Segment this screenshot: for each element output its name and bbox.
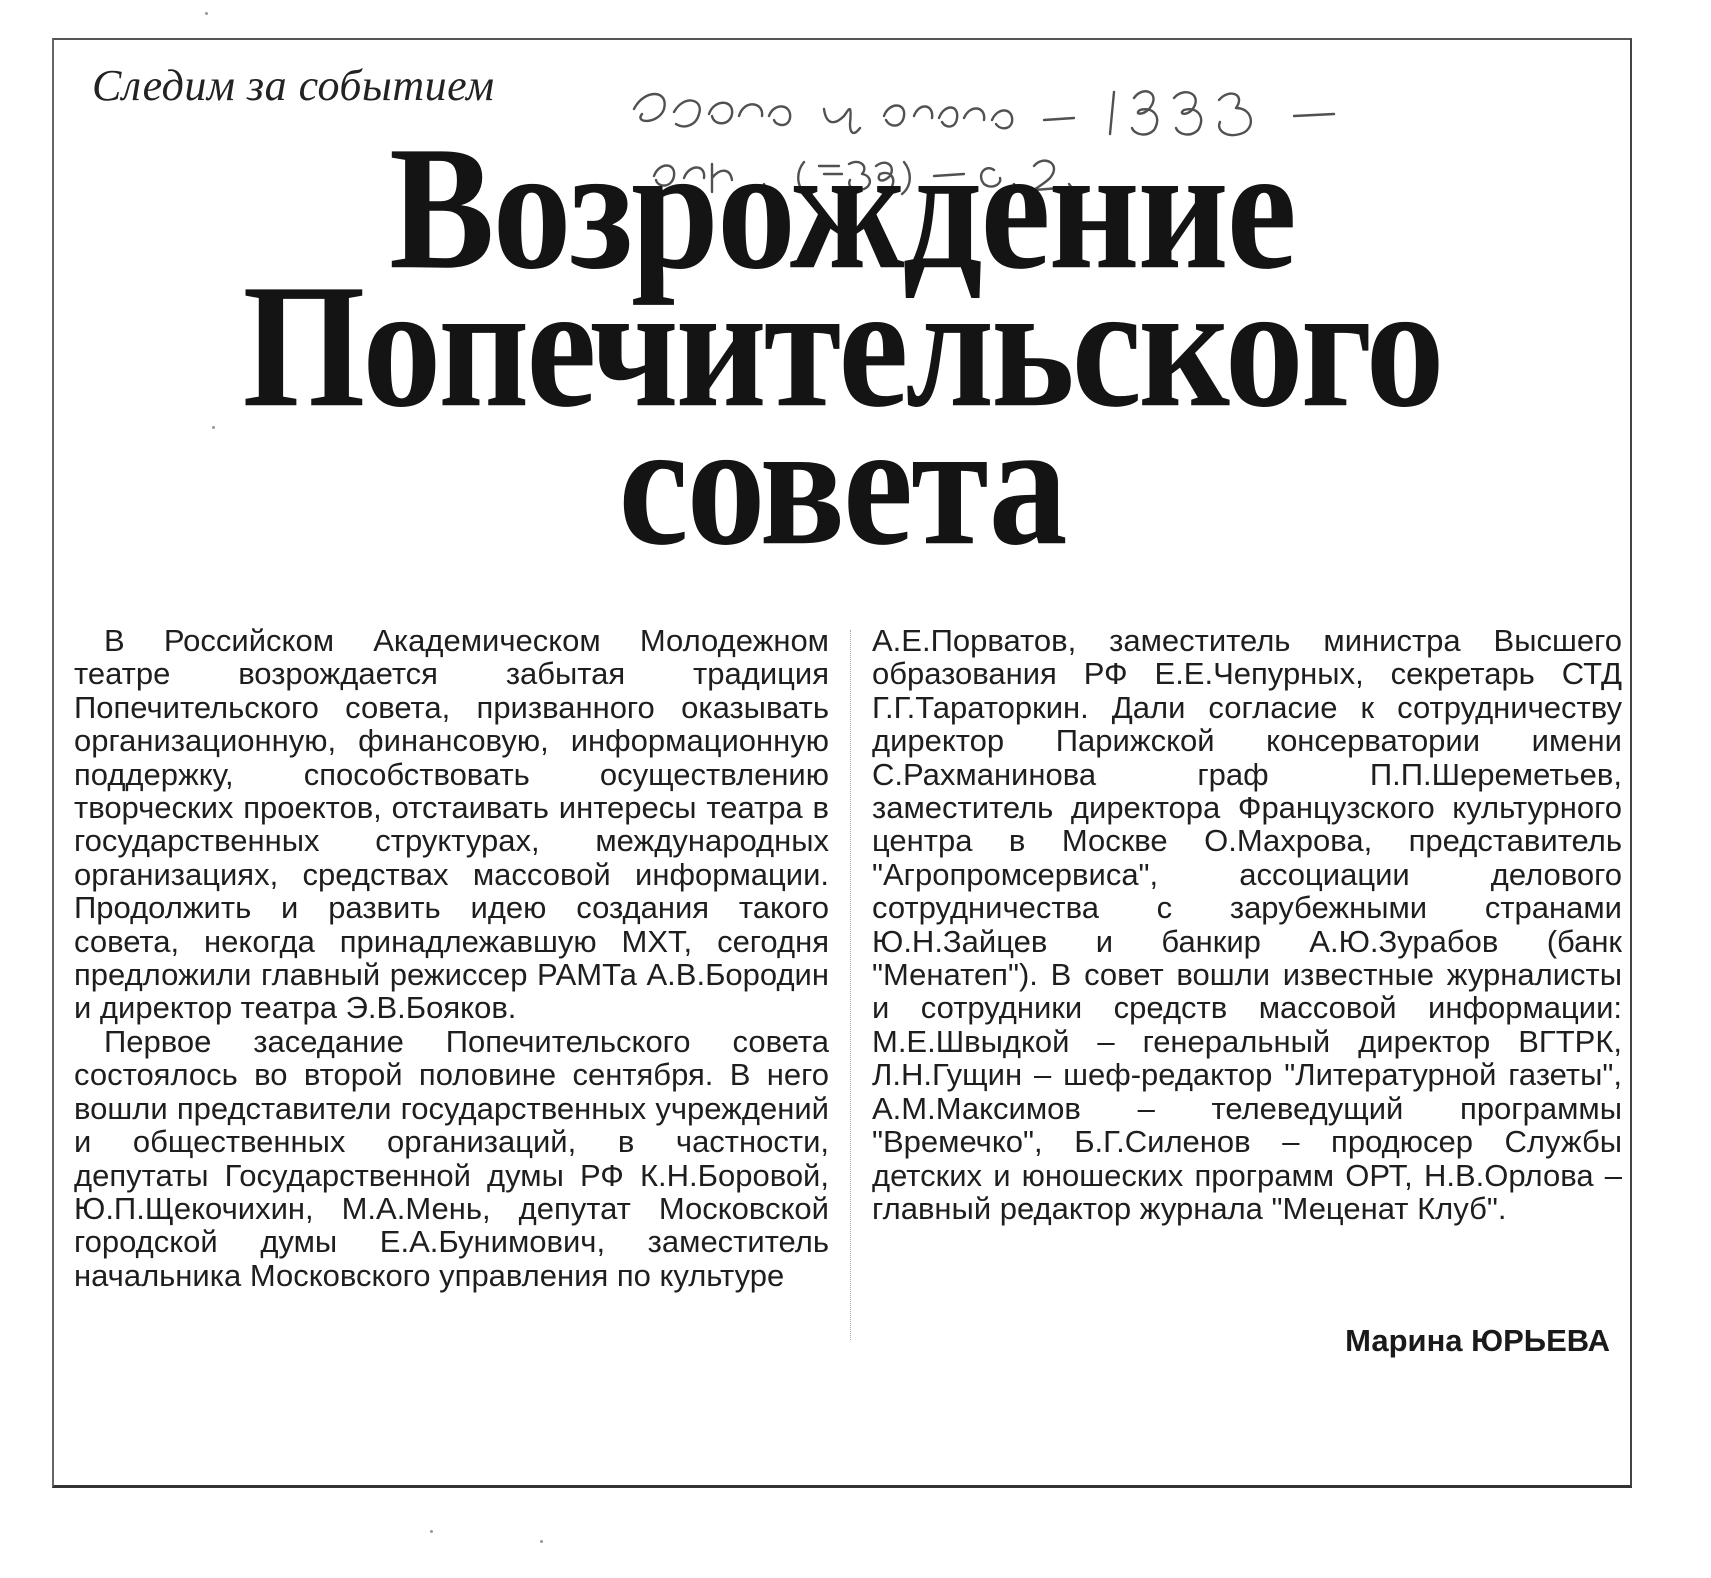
- article-paragraph: В Российском Академическом Молодежном театре возрождается забытая традиция Попечительского совета, призванного оказывать организационную, финансовую, информационную поддержку, способствовать осуществлению творческих проектов, отстаивать интересы театра в государственных структурах, международных организациях, средствах массовой информации. Продолжить и развить идею создания такого совета, некогда принадлежавшую МХТ, сегодня предложили главный режиссер РАМТа А.В.Бородин и директор театра Э.В.Бояков.: [74, 623, 829, 1026]
- headline-line-3: совета: [618, 386, 1066, 583]
- column-divider: [850, 630, 851, 1340]
- rubric-label: Следим за событием: [92, 61, 495, 110]
- headline-line-2: Попечительского: [242, 248, 1442, 445]
- author-byline: Марина ЮРЬЕВА: [1345, 1323, 1610, 1358]
- article-paragraph: Первое заседание Попечительского совета состоялось во второй половине сентября. В него вошли представители государственных учреждений и общественных организаций, в частности, депутаты Государственной думы РФ К.Н.Боровой, Ю.П.Щекочихин, М.А.Мень, депутат Московской городской думы Е.А.Бунимович, заместитель начальника Московского управления по культуре: [74, 1023, 829, 1293]
- scan-speck: [212, 426, 215, 429]
- scan-speck: [430, 1530, 433, 1533]
- article-column-right: [872, 624, 1622, 1225]
- article-paragraph: А.Е.Порватов, заместитель министра Высшего образования РФ Е.Е.Чепурных, секретарь СТД Г.Г.Тараторкин. Дали согласие к сотрудничеству директор Парижской консерватории имени С.Рахманинова граф П.П.Шереметьев, заместитель директора Французского культурного центра в Москве О.Махрова, представитель "Агропромсервиса", ассоциации делового сотрудничества с зарубежными странами Ю.Н.Зайцев и банкир А.Ю.Зурабов (банк "Менатеп"). В совет вошли известные журналисты и сотрудники средств массовой информации: М.Е.Швыдкой – генеральный директор ВГТРК, Л.Н.Гущин – шеф-редактор "Литературной газеты", А.М.Максимов – телеведущий программы "Времечко", Б.Г.Силенов – продюсер Службы детских и юношеских программ ОРТ, Н.В.Орлова – главный редактор журнала "Меценат Клуб".: [872, 623, 1622, 1226]
- newspaper-clipping: [52, 38, 1632, 1488]
- headline-line-1: Возрождение: [389, 110, 1295, 307]
- scan-speck: [205, 12, 208, 15]
- article-column-left: [74, 624, 829, 1292]
- scan-speck: [540, 1540, 543, 1543]
- headline: [54, 110, 1630, 583]
